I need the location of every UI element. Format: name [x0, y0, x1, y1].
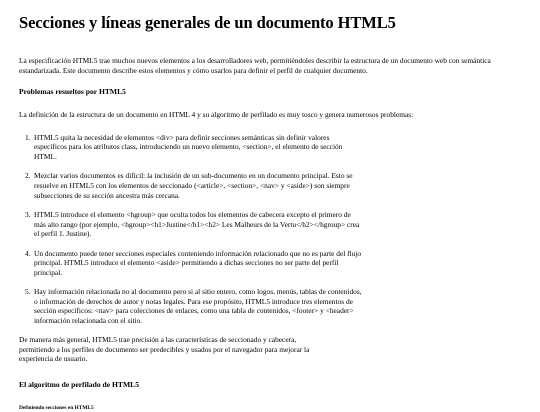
list-item: [25, 287, 364, 325]
list-item: [25, 248, 364, 278]
list-item-text: Mezclar varios documentos es difícil: la inclusión de un sub-documento en un documento principal. Esto se resuelve en HTML5 con los elementos de seccionado (<article>, <section>, <nav> y <aside>) son siempre subsecciones de su sección ancestra más cercana.: [34, 171, 353, 200]
list-item-number: 1.: [25, 132, 31, 142]
list-item-number: 3.: [25, 209, 31, 219]
list-item-number: 5.: [25, 287, 31, 297]
algorithm-heading: El algoritmo de perfilado de HTML5: [19, 380, 140, 390]
problems-heading: Problemas resueltos por HTML5: [19, 87, 126, 97]
list-item-text: Un documento puede tener secciones especiales conteniendo información relacionado que no es parte del flujo principal. HTML5 introduce el elemento <aside> permitiendo a dichas secciones no ser parte del perfil principal.: [34, 248, 362, 277]
list-item: [25, 132, 364, 162]
list-item-number: 2.: [25, 171, 31, 181]
intro-paragraph: La especificación HTML5 trae muchos nuevos elementos a los desarrolladores web, permitiéndoles describir la estructura de un documento web con semántica estandarizada. Este documento describe estos elementos y cómo usarlos para definir el perfil de cualquier documento.: [19, 56, 491, 75]
list-item-text: Hay información relacionada no al documento pero si al sitio entero, como logos, menús, tablas de contenidos, o información de derechos de autor y notas legales. Para ese propósito, HTML5 introduce tres elementos de sección específicos: <nav> para colecciones de enlaces, como una tabla de contenidos, <footer> y <header> información relacionada con el sitio.: [34, 287, 362, 325]
list-item-number: 4.: [25, 248, 31, 258]
page-title: Secciones y líneas generales de un documento HTML5: [19, 13, 396, 32]
list-item-text: HTML5 introduce el elemento <hgroup> que oculta todos los elementos de cabecera excepto el primero de más alto rango (por ejemplo, <hgroup><h1>Justine</h1><h2> Les Malheurs de la Vertu</h2></hgroup> crea el perfil 1. Justine).: [34, 209, 360, 239]
list-item: [25, 171, 364, 200]
list-item: [25, 209, 364, 239]
list-item-text: HTML5 quita la necesidad de elementos <div> para definir secciones semánticas sin definir valores específicos para los atributos class, introduciendo un nuevo elemento, <section>, el elemento de sección HTML.: [34, 132, 343, 161]
defining-sections-heading: Definiendo secciones en HTML5: [19, 405, 94, 412]
problems-intro-paragraph: La definición de la estructura de un documento en HTML 4 y su algoritmo de perfilado es muy tosco y genera numerosos problemas:: [19, 110, 414, 120]
problems-list: [19, 133, 364, 326]
summary-paragraph: De manera más general, HTML5 trae precisión a las características de seccionado y cabecera, permitiendo a los perfiles de documento ser predecibles y usados por el navegador para mejorar la experiencia de usuario.: [19, 335, 310, 364]
